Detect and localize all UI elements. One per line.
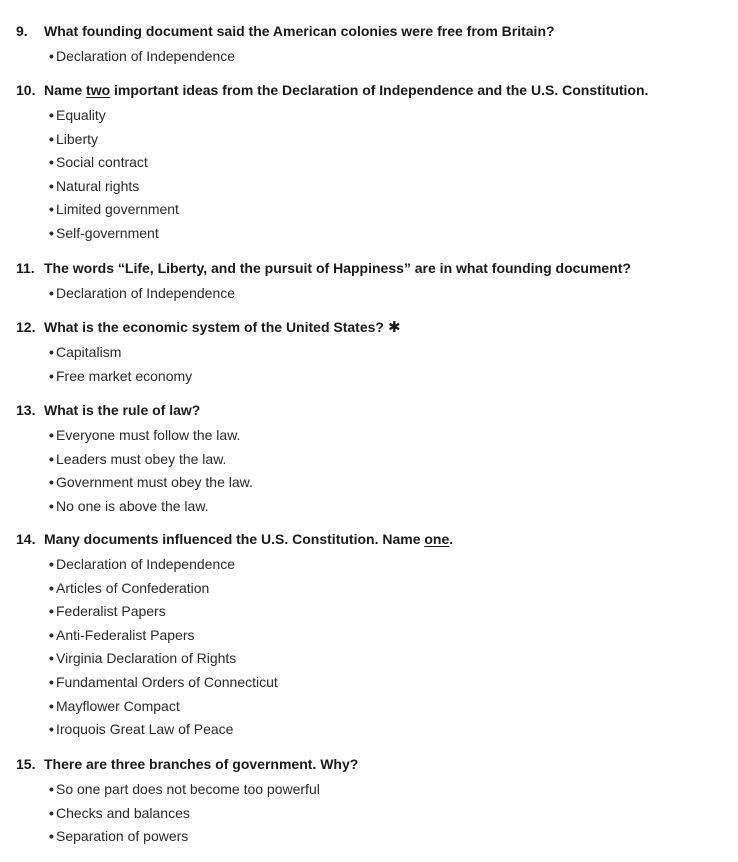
question-heading — [16, 318, 730, 336]
question-text: What is the economic system of the United States? ✱ — [44, 319, 401, 336]
answer-item: • Declaration of Independence — [49, 45, 730, 69]
answer-item: • Federalist Papers — [49, 603, 166, 620]
answer-item: • Virginia Declaration of Rights — [49, 650, 237, 667]
emphasis-underline: two — [86, 82, 111, 98]
emphasis-underline: one — [424, 531, 450, 547]
answer-item: • Anti-Federalist Papers — [49, 626, 195, 643]
question-text: Name two important ideas from the Declaration of Independence and the U.S. Constitution. — [44, 82, 649, 98]
answer-item: • Limited government — [49, 201, 179, 218]
answer-item: • Social contract — [49, 154, 148, 171]
question-number: 10. — [16, 82, 36, 98]
answer-item: • So one part does not become too powerful — [49, 781, 320, 797]
question-11 — [16, 259, 730, 306]
question-heading — [16, 401, 730, 419]
answer-item: • Fundamental Orders of Connecticut — [49, 673, 278, 690]
answer-item: • Self-government — [49, 224, 159, 241]
bullet: • — [49, 48, 54, 64]
answer-list — [16, 778, 730, 849]
question-number: 15. — [16, 756, 36, 772]
question-text: What founding document said the American colonies were free from Britain? — [44, 23, 555, 39]
answer-item: • Equality — [49, 107, 106, 123]
question-text: The words “Life, Liberty, and the pursuit of Happiness” are in what founding document? — [44, 260, 631, 276]
question-text: There are three branches of government. Why? — [44, 756, 359, 772]
question-13 — [16, 401, 730, 518]
question-heading — [16, 530, 730, 548]
question-12 — [16, 318, 730, 388]
question-heading — [16, 81, 730, 99]
answer-item: • Articles of Confederation — [49, 579, 210, 596]
question-heading — [16, 22, 730, 40]
question-number: 14. — [16, 531, 36, 547]
answer-item: • Capitalism — [49, 344, 122, 360]
question-10 — [16, 81, 730, 246]
answer-item: • Separation of powers — [49, 828, 189, 845]
answer-item: • Liberty — [49, 130, 99, 147]
answer-list — [16, 424, 730, 518]
answer-item: • Free market economy — [49, 367, 193, 384]
question-number: 13. — [16, 402, 36, 418]
question-15 — [16, 755, 730, 849]
answer-item: • Checks and balances — [49, 804, 190, 821]
answer-item: • No one is above the law. — [49, 497, 209, 514]
question-text: Many documents influenced the U.S. Constitution. Name one. — [44, 531, 454, 547]
answer-item: • Declaration of Independence — [49, 556, 236, 572]
answer-item: • Everyone must follow the law. — [49, 427, 241, 443]
question-heading — [16, 259, 730, 277]
question-9 — [16, 22, 730, 69]
asterisk-star-icon: ✱ — [387, 319, 401, 336]
answer-list — [16, 104, 730, 246]
question-14 — [16, 530, 730, 742]
answer-list — [16, 282, 730, 306]
answer-item: • Natural rights — [49, 177, 140, 194]
answer-item: • Leaders must obey the law. — [49, 450, 227, 467]
question-number: 11. — [16, 260, 35, 276]
question-number: 9. — [16, 23, 28, 39]
answer-item: • Declaration of Independence — [49, 285, 236, 301]
answer-list — [16, 553, 730, 742]
question-text: What is the rule of law? — [44, 402, 201, 418]
answer-list — [16, 45, 730, 69]
question-heading — [16, 755, 730, 773]
question-number: 12. — [16, 319, 36, 335]
answer-item: • Mayflower Compact — [49, 697, 180, 714]
answer-item: • Government must obey the law. — [49, 474, 253, 491]
answer-list — [16, 341, 730, 388]
answer-item: • Iroquois Great Law of Peace — [49, 721, 234, 738]
